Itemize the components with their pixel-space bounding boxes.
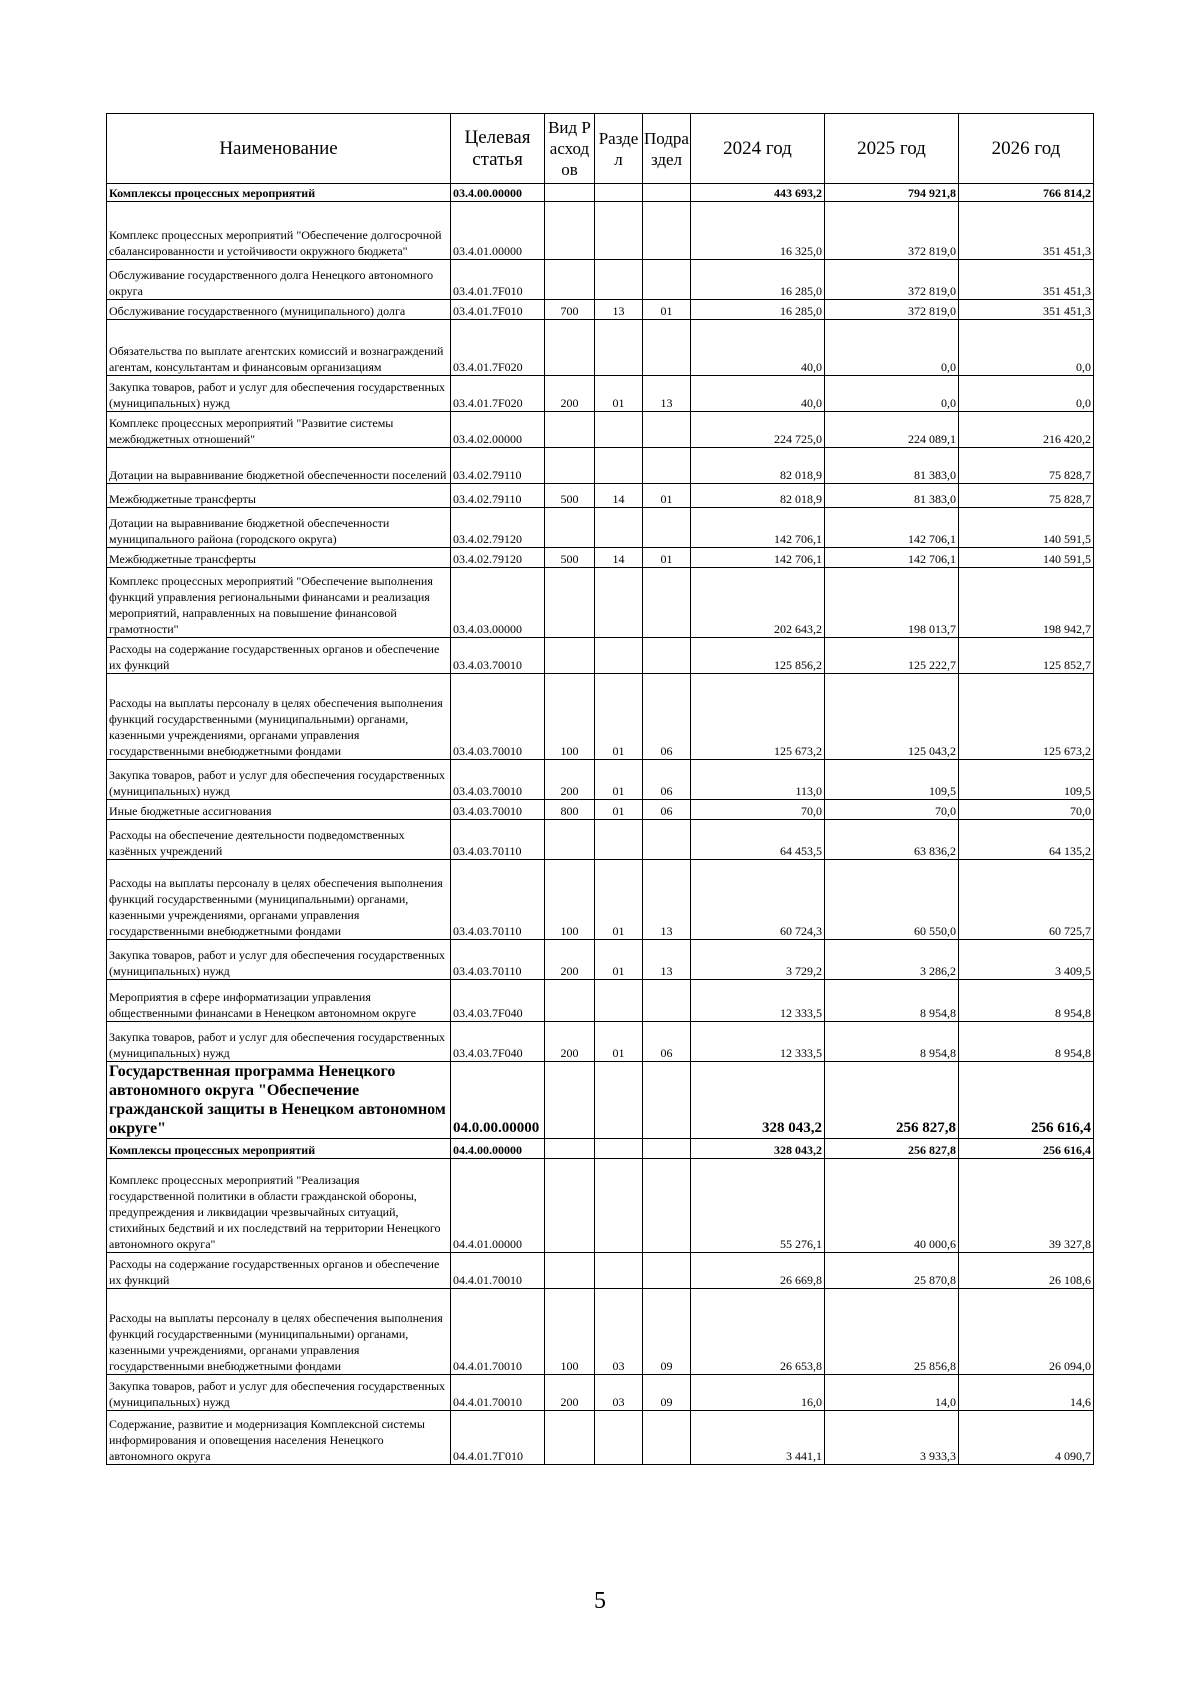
row-type: 100 bbox=[545, 1289, 595, 1375]
row-target: 04.4.01.00000 bbox=[451, 1159, 545, 1253]
table-row bbox=[107, 1022, 1094, 1062]
row-2024: 16 325,0 bbox=[691, 202, 825, 260]
row-2024: 26 653,8 bbox=[691, 1289, 825, 1375]
row-target: 04.0.00.00000 bbox=[451, 1062, 545, 1139]
header-target: Целевая статья bbox=[451, 114, 545, 184]
row-target: 03.4.03.70010 bbox=[451, 800, 545, 820]
row-subsection bbox=[643, 980, 691, 1022]
row-section: 01 bbox=[595, 760, 643, 800]
row-2025: 60 550,0 bbox=[825, 860, 959, 940]
row-target: 03.4.02.79120 bbox=[451, 508, 545, 548]
row-section bbox=[595, 1062, 643, 1139]
row-target: 03.4.03.70010 bbox=[451, 638, 545, 674]
row-name: Расходы на содержание государственных органов и обеспечение их функций bbox=[107, 638, 451, 674]
row-2026: 0,0 bbox=[959, 320, 1094, 376]
row-2026: 8 954,8 bbox=[959, 980, 1094, 1022]
row-2026: 109,5 bbox=[959, 760, 1094, 800]
row-subsection: 01 bbox=[643, 484, 691, 508]
row-type: 700 bbox=[545, 300, 595, 320]
row-name: Обслуживание государственного долга Ненецкого автономного округа bbox=[107, 260, 451, 300]
row-2024: 16 285,0 bbox=[691, 260, 825, 300]
row-target: 04.4.01.7Г010 bbox=[451, 1411, 545, 1465]
row-name: Расходы на выплаты персоналу в целях обеспечения выполнения функций государственными (муниципальными) органами, казенными учреждениями, органами управления государственными внебюджетными фондами bbox=[107, 860, 451, 940]
row-subsection: 01 bbox=[643, 548, 691, 568]
row-subsection bbox=[643, 202, 691, 260]
row-target: 04.4.01.70010 bbox=[451, 1375, 545, 1411]
row-name: Расходы на выплаты персоналу в целях обеспечения выполнения функций государственными (муниципальными) органами, казенными учреждениями, органами управления государственными внебюджетными фондами bbox=[107, 1289, 451, 1375]
row-2025: 70,0 bbox=[825, 800, 959, 820]
row-type bbox=[545, 638, 595, 674]
row-subsection bbox=[643, 1253, 691, 1289]
table-row bbox=[107, 638, 1094, 674]
table-row bbox=[107, 508, 1094, 548]
row-2026: 26 108,6 bbox=[959, 1253, 1094, 1289]
row-subsection: 13 bbox=[643, 376, 691, 412]
row-2026: 766 814,2 bbox=[959, 184, 1094, 202]
row-2026: 39 327,8 bbox=[959, 1159, 1094, 1253]
table-row bbox=[107, 1289, 1094, 1375]
row-name: Закупка товаров, работ и услуг для обеспечения государственных (муниципальных) нужд bbox=[107, 1022, 451, 1062]
row-2024: 40,0 bbox=[691, 376, 825, 412]
table-row bbox=[107, 300, 1094, 320]
row-2026: 4 090,7 bbox=[959, 1411, 1094, 1465]
row-name: Комплексы процессных мероприятий bbox=[107, 1139, 451, 1159]
row-type: 200 bbox=[545, 1022, 595, 1062]
row-type bbox=[545, 1411, 595, 1465]
table-row bbox=[107, 448, 1094, 484]
row-2025: 109,5 bbox=[825, 760, 959, 800]
row-subsection: 06 bbox=[643, 674, 691, 760]
table-row bbox=[107, 548, 1094, 568]
row-name: Расходы на обеспечение деятельности подведомственных казённых учреждений bbox=[107, 820, 451, 860]
row-subsection bbox=[643, 412, 691, 448]
row-target: 03.4.03.00000 bbox=[451, 568, 545, 638]
table-row bbox=[107, 412, 1094, 448]
row-name: Закупка товаров, работ и услуг для обеспечения государственных (муниципальных) нужд bbox=[107, 376, 451, 412]
row-name: Комплекс процессных мероприятий "Обеспечение долгосрочной сбалансированности и устойчивости окружного бюджета" bbox=[107, 202, 451, 260]
row-type bbox=[545, 1159, 595, 1253]
table-row bbox=[107, 484, 1094, 508]
row-subsection bbox=[643, 638, 691, 674]
table-row bbox=[107, 320, 1094, 376]
row-target: 03.4.03.7F040 bbox=[451, 1022, 545, 1062]
row-type: 200 bbox=[545, 940, 595, 980]
table-row bbox=[107, 760, 1094, 800]
row-2024: 142 706,1 bbox=[691, 548, 825, 568]
table-row bbox=[107, 184, 1094, 202]
table-row bbox=[107, 1253, 1094, 1289]
row-target: 03.4.02.79120 bbox=[451, 548, 545, 568]
table-row bbox=[107, 376, 1094, 412]
row-subsection: 06 bbox=[643, 800, 691, 820]
budget-table bbox=[106, 113, 1094, 1465]
row-2024: 40,0 bbox=[691, 320, 825, 376]
row-name: Содержание, развитие и модернизация Комплексной системы информирования и оповещения населения Ненецкого автономного округа bbox=[107, 1411, 451, 1465]
row-type bbox=[545, 1062, 595, 1139]
row-subsection bbox=[643, 1062, 691, 1139]
row-name: Закупка товаров, работ и услуг для обеспечения государственных (муниципальных) нужд bbox=[107, 940, 451, 980]
row-2024: 12 333,5 bbox=[691, 980, 825, 1022]
row-target: 03.4.02.79110 bbox=[451, 484, 545, 508]
row-2026: 256 616,4 bbox=[959, 1062, 1094, 1139]
header-name: Наименование bbox=[107, 114, 451, 184]
row-subsection bbox=[643, 508, 691, 548]
row-type: 500 bbox=[545, 484, 595, 508]
row-2024: 125 673,2 bbox=[691, 674, 825, 760]
table-row bbox=[107, 568, 1094, 638]
row-2025: 14,0 bbox=[825, 1375, 959, 1411]
row-2024: 443 693,2 bbox=[691, 184, 825, 202]
row-2025: 0,0 bbox=[825, 320, 959, 376]
table-row bbox=[107, 980, 1094, 1022]
row-section: 03 bbox=[595, 1375, 643, 1411]
row-name: Расходы на выплаты персоналу в целях обеспечения выполнения функций государственными (муниципальными) органами, казенными учреждениями, органами управления государственными внебюджетными фондами bbox=[107, 674, 451, 760]
row-2025: 372 819,0 bbox=[825, 202, 959, 260]
table-row bbox=[107, 260, 1094, 300]
row-2026: 75 828,7 bbox=[959, 484, 1094, 508]
row-type bbox=[545, 1139, 595, 1159]
row-2026: 351 451,3 bbox=[959, 202, 1094, 260]
row-name: Мероприятия в сфере информатизации управления общественными финансами в Ненецком автономном округе bbox=[107, 980, 451, 1022]
row-subsection bbox=[643, 260, 691, 300]
row-target: 03.4.01.7F010 bbox=[451, 300, 545, 320]
row-section bbox=[595, 448, 643, 484]
table-row bbox=[107, 940, 1094, 980]
row-2025: 8 954,8 bbox=[825, 1022, 959, 1062]
row-2025: 63 836,2 bbox=[825, 820, 959, 860]
row-section bbox=[595, 412, 643, 448]
table-row bbox=[107, 800, 1094, 820]
row-2026: 351 451,3 bbox=[959, 300, 1094, 320]
row-section bbox=[595, 202, 643, 260]
row-subsection bbox=[643, 1159, 691, 1253]
row-2024: 70,0 bbox=[691, 800, 825, 820]
row-target: 03.4.02.00000 bbox=[451, 412, 545, 448]
row-2026: 60 725,7 bbox=[959, 860, 1094, 940]
row-name: Комплекс процессных мероприятий "Обеспечение выполнения функций управления региональными финансами и реализация мероприятий, направленных на повышение финансовой грамотности" bbox=[107, 568, 451, 638]
table-row bbox=[107, 860, 1094, 940]
row-2026: 140 591,5 bbox=[959, 508, 1094, 548]
row-subsection: 01 bbox=[643, 300, 691, 320]
row-type bbox=[545, 820, 595, 860]
row-section bbox=[595, 260, 643, 300]
row-2024: 113,0 bbox=[691, 760, 825, 800]
row-name: Закупка товаров, работ и услуг для обеспечения государственных (муниципальных) нужд bbox=[107, 1375, 451, 1411]
row-type: 100 bbox=[545, 674, 595, 760]
row-2024: 64 453,5 bbox=[691, 820, 825, 860]
row-2026: 125 673,2 bbox=[959, 674, 1094, 760]
row-section: 01 bbox=[595, 940, 643, 980]
row-2025: 0,0 bbox=[825, 376, 959, 412]
row-target: 03.4.03.70110 bbox=[451, 860, 545, 940]
row-type bbox=[545, 508, 595, 548]
row-name: Закупка товаров, работ и услуг для обеспечения государственных (муниципальных) нужд bbox=[107, 760, 451, 800]
row-section bbox=[595, 1253, 643, 1289]
row-2025: 256 827,8 bbox=[825, 1139, 959, 1159]
row-section: 14 bbox=[595, 548, 643, 568]
table-row bbox=[107, 1139, 1094, 1159]
row-subsection bbox=[643, 1139, 691, 1159]
row-2026: 140 591,5 bbox=[959, 548, 1094, 568]
row-2024: 55 276,1 bbox=[691, 1159, 825, 1253]
row-section: 01 bbox=[595, 800, 643, 820]
row-section bbox=[595, 320, 643, 376]
row-2025: 142 706,1 bbox=[825, 548, 959, 568]
row-target: 03.4.01.7F010 bbox=[451, 260, 545, 300]
row-type: 200 bbox=[545, 760, 595, 800]
row-2024: 125 856,2 bbox=[691, 638, 825, 674]
table-body bbox=[107, 184, 1094, 1465]
row-target: 03.4.03.70010 bbox=[451, 760, 545, 800]
row-2024: 60 724,3 bbox=[691, 860, 825, 940]
header-2024: 2024 год bbox=[691, 114, 825, 184]
page-number: 5 bbox=[594, 1588, 606, 1614]
row-section bbox=[595, 638, 643, 674]
row-section: 01 bbox=[595, 1022, 643, 1062]
row-2026: 64 135,2 bbox=[959, 820, 1094, 860]
table-row bbox=[107, 674, 1094, 760]
row-2026: 8 954,8 bbox=[959, 1022, 1094, 1062]
row-2025: 372 819,0 bbox=[825, 300, 959, 320]
row-2026: 14,6 bbox=[959, 1375, 1094, 1411]
row-section: 14 bbox=[595, 484, 643, 508]
row-2025: 256 827,8 bbox=[825, 1062, 959, 1139]
row-2026: 3 409,5 bbox=[959, 940, 1094, 980]
table-row bbox=[107, 1159, 1094, 1253]
row-2025: 3 286,2 bbox=[825, 940, 959, 980]
row-type: 100 bbox=[545, 860, 595, 940]
row-2025: 25 870,8 bbox=[825, 1253, 959, 1289]
row-2025: 198 013,7 bbox=[825, 568, 959, 638]
table-row bbox=[107, 202, 1094, 260]
row-subsection: 09 bbox=[643, 1289, 691, 1375]
row-subsection: 06 bbox=[643, 1022, 691, 1062]
row-name: Обслуживание государственного (муниципального) долга bbox=[107, 300, 451, 320]
row-target: 03.4.00.00000 bbox=[451, 184, 545, 202]
row-2024: 224 725,0 bbox=[691, 412, 825, 448]
row-name: Расходы на содержание государственных органов и обеспечение их функций bbox=[107, 1253, 451, 1289]
row-name: Комплексы процессных мероприятий bbox=[107, 184, 451, 202]
row-target: 03.4.01.7F020 bbox=[451, 376, 545, 412]
row-2026: 26 094,0 bbox=[959, 1289, 1094, 1375]
row-name: Иные бюджетные ассигнования bbox=[107, 800, 451, 820]
row-subsection: 09 bbox=[643, 1375, 691, 1411]
row-section bbox=[595, 184, 643, 202]
row-2024: 3 729,2 bbox=[691, 940, 825, 980]
row-2024: 12 333,5 bbox=[691, 1022, 825, 1062]
row-subsection: 13 bbox=[643, 860, 691, 940]
row-2025: 25 856,8 bbox=[825, 1289, 959, 1375]
row-section bbox=[595, 568, 643, 638]
row-2025: 8 954,8 bbox=[825, 980, 959, 1022]
row-2026: 256 616,4 bbox=[959, 1139, 1094, 1159]
row-2026: 351 451,3 bbox=[959, 260, 1094, 300]
row-section bbox=[595, 1411, 643, 1465]
row-2024: 82 018,9 bbox=[691, 484, 825, 508]
table-row bbox=[107, 1411, 1094, 1465]
row-2024: 82 018,9 bbox=[691, 448, 825, 484]
row-section bbox=[595, 820, 643, 860]
row-2025: 142 706,1 bbox=[825, 508, 959, 548]
row-section: 13 bbox=[595, 300, 643, 320]
row-2025: 224 089,1 bbox=[825, 412, 959, 448]
row-type bbox=[545, 448, 595, 484]
row-target: 03.4.03.7F040 bbox=[451, 980, 545, 1022]
row-2026: 216 420,2 bbox=[959, 412, 1094, 448]
row-name: Межбюджетные трансферты bbox=[107, 548, 451, 568]
row-type bbox=[545, 980, 595, 1022]
row-type: 200 bbox=[545, 1375, 595, 1411]
row-type bbox=[545, 568, 595, 638]
header-section: Раздел bbox=[595, 114, 643, 184]
row-2026: 125 852,7 bbox=[959, 638, 1094, 674]
table-row bbox=[107, 1375, 1094, 1411]
row-2025: 125 043,2 bbox=[825, 674, 959, 760]
row-section bbox=[595, 1159, 643, 1253]
row-target: 04.4.01.70010 bbox=[451, 1289, 545, 1375]
row-name: Дотации на выравнивание бюджетной обеспеченности поселений bbox=[107, 448, 451, 484]
row-target: 03.4.03.70010 bbox=[451, 674, 545, 760]
table-header bbox=[107, 114, 1094, 184]
row-2024: 142 706,1 bbox=[691, 508, 825, 548]
row-2025: 81 383,0 bbox=[825, 484, 959, 508]
row-2025: 125 222,7 bbox=[825, 638, 959, 674]
row-subsection: 06 bbox=[643, 760, 691, 800]
row-target: 03.4.03.70110 bbox=[451, 820, 545, 860]
row-name: Дотации на выравнивание бюджетной обеспеченности муниципального района (городского округа) bbox=[107, 508, 451, 548]
row-2025: 794 921,8 bbox=[825, 184, 959, 202]
row-2026: 70,0 bbox=[959, 800, 1094, 820]
row-2024: 328 043,2 bbox=[691, 1062, 825, 1139]
row-section bbox=[595, 1139, 643, 1159]
row-target: 03.4.03.70110 bbox=[451, 940, 545, 980]
row-type bbox=[545, 320, 595, 376]
row-2024: 16 285,0 bbox=[691, 300, 825, 320]
row-2024: 16,0 bbox=[691, 1375, 825, 1411]
row-section bbox=[595, 508, 643, 548]
row-target: 04.4.01.70010 bbox=[451, 1253, 545, 1289]
row-type bbox=[545, 1253, 595, 1289]
row-subsection bbox=[643, 184, 691, 202]
table-row bbox=[107, 820, 1094, 860]
row-section: 01 bbox=[595, 674, 643, 760]
row-subsection bbox=[643, 1411, 691, 1465]
row-type bbox=[545, 412, 595, 448]
row-type: 800 bbox=[545, 800, 595, 820]
row-subsection: 13 bbox=[643, 940, 691, 980]
row-type: 200 bbox=[545, 376, 595, 412]
row-type bbox=[545, 184, 595, 202]
header-type: Вид Расходов bbox=[545, 114, 595, 184]
row-2025: 3 933,3 bbox=[825, 1411, 959, 1465]
row-target: 03.4.01.7F020 bbox=[451, 320, 545, 376]
row-name: Обязательства по выплате агентских комиссий и вознаграждений агентам, консультантам и финансовым организациям bbox=[107, 320, 451, 376]
row-subsection bbox=[643, 820, 691, 860]
row-2026: 198 942,7 bbox=[959, 568, 1094, 638]
row-type: 500 bbox=[545, 548, 595, 568]
row-subsection bbox=[643, 568, 691, 638]
row-name: Комплекс процессных мероприятий "Развитие системы межбюджетных отношений" bbox=[107, 412, 451, 448]
row-target: 03.4.02.79110 bbox=[451, 448, 545, 484]
row-2024: 3 441,1 bbox=[691, 1411, 825, 1465]
row-name: Межбюджетные трансферты bbox=[107, 484, 451, 508]
row-2026: 0,0 bbox=[959, 376, 1094, 412]
header-2026: 2026 год bbox=[959, 114, 1094, 184]
row-2024: 26 669,8 bbox=[691, 1253, 825, 1289]
row-section: 03 bbox=[595, 1289, 643, 1375]
table-row bbox=[107, 1062, 1094, 1139]
row-name: Государственная программа Ненецкого автономного округа "Обеспечение гражданской защиты в Ненецком автономном округе" bbox=[107, 1062, 451, 1139]
row-target: 03.4.01.00000 bbox=[451, 202, 545, 260]
row-2024: 328 043,2 bbox=[691, 1139, 825, 1159]
row-section: 01 bbox=[595, 860, 643, 940]
row-section: 01 bbox=[595, 376, 643, 412]
row-2025: 372 819,0 bbox=[825, 260, 959, 300]
row-subsection bbox=[643, 448, 691, 484]
row-2026: 75 828,7 bbox=[959, 448, 1094, 484]
row-section bbox=[595, 980, 643, 1022]
row-2025: 81 383,0 bbox=[825, 448, 959, 484]
header-2025: 2025 год bbox=[825, 114, 959, 184]
row-2025: 40 000,6 bbox=[825, 1159, 959, 1253]
row-subsection bbox=[643, 320, 691, 376]
row-name: Комплекс процессных мероприятий "Реализация государственной политики в области гражданской обороны, предупреждения и ликвидации чрезвычайных ситуаций, стихийных бедствий и их последствий на территории Ненецкого автономного округа" bbox=[107, 1159, 451, 1253]
row-type bbox=[545, 202, 595, 260]
row-2024: 202 643,2 bbox=[691, 568, 825, 638]
row-target: 04.4.00.00000 bbox=[451, 1139, 545, 1159]
header-subsection: Подраздел bbox=[643, 114, 691, 184]
row-type bbox=[545, 260, 595, 300]
